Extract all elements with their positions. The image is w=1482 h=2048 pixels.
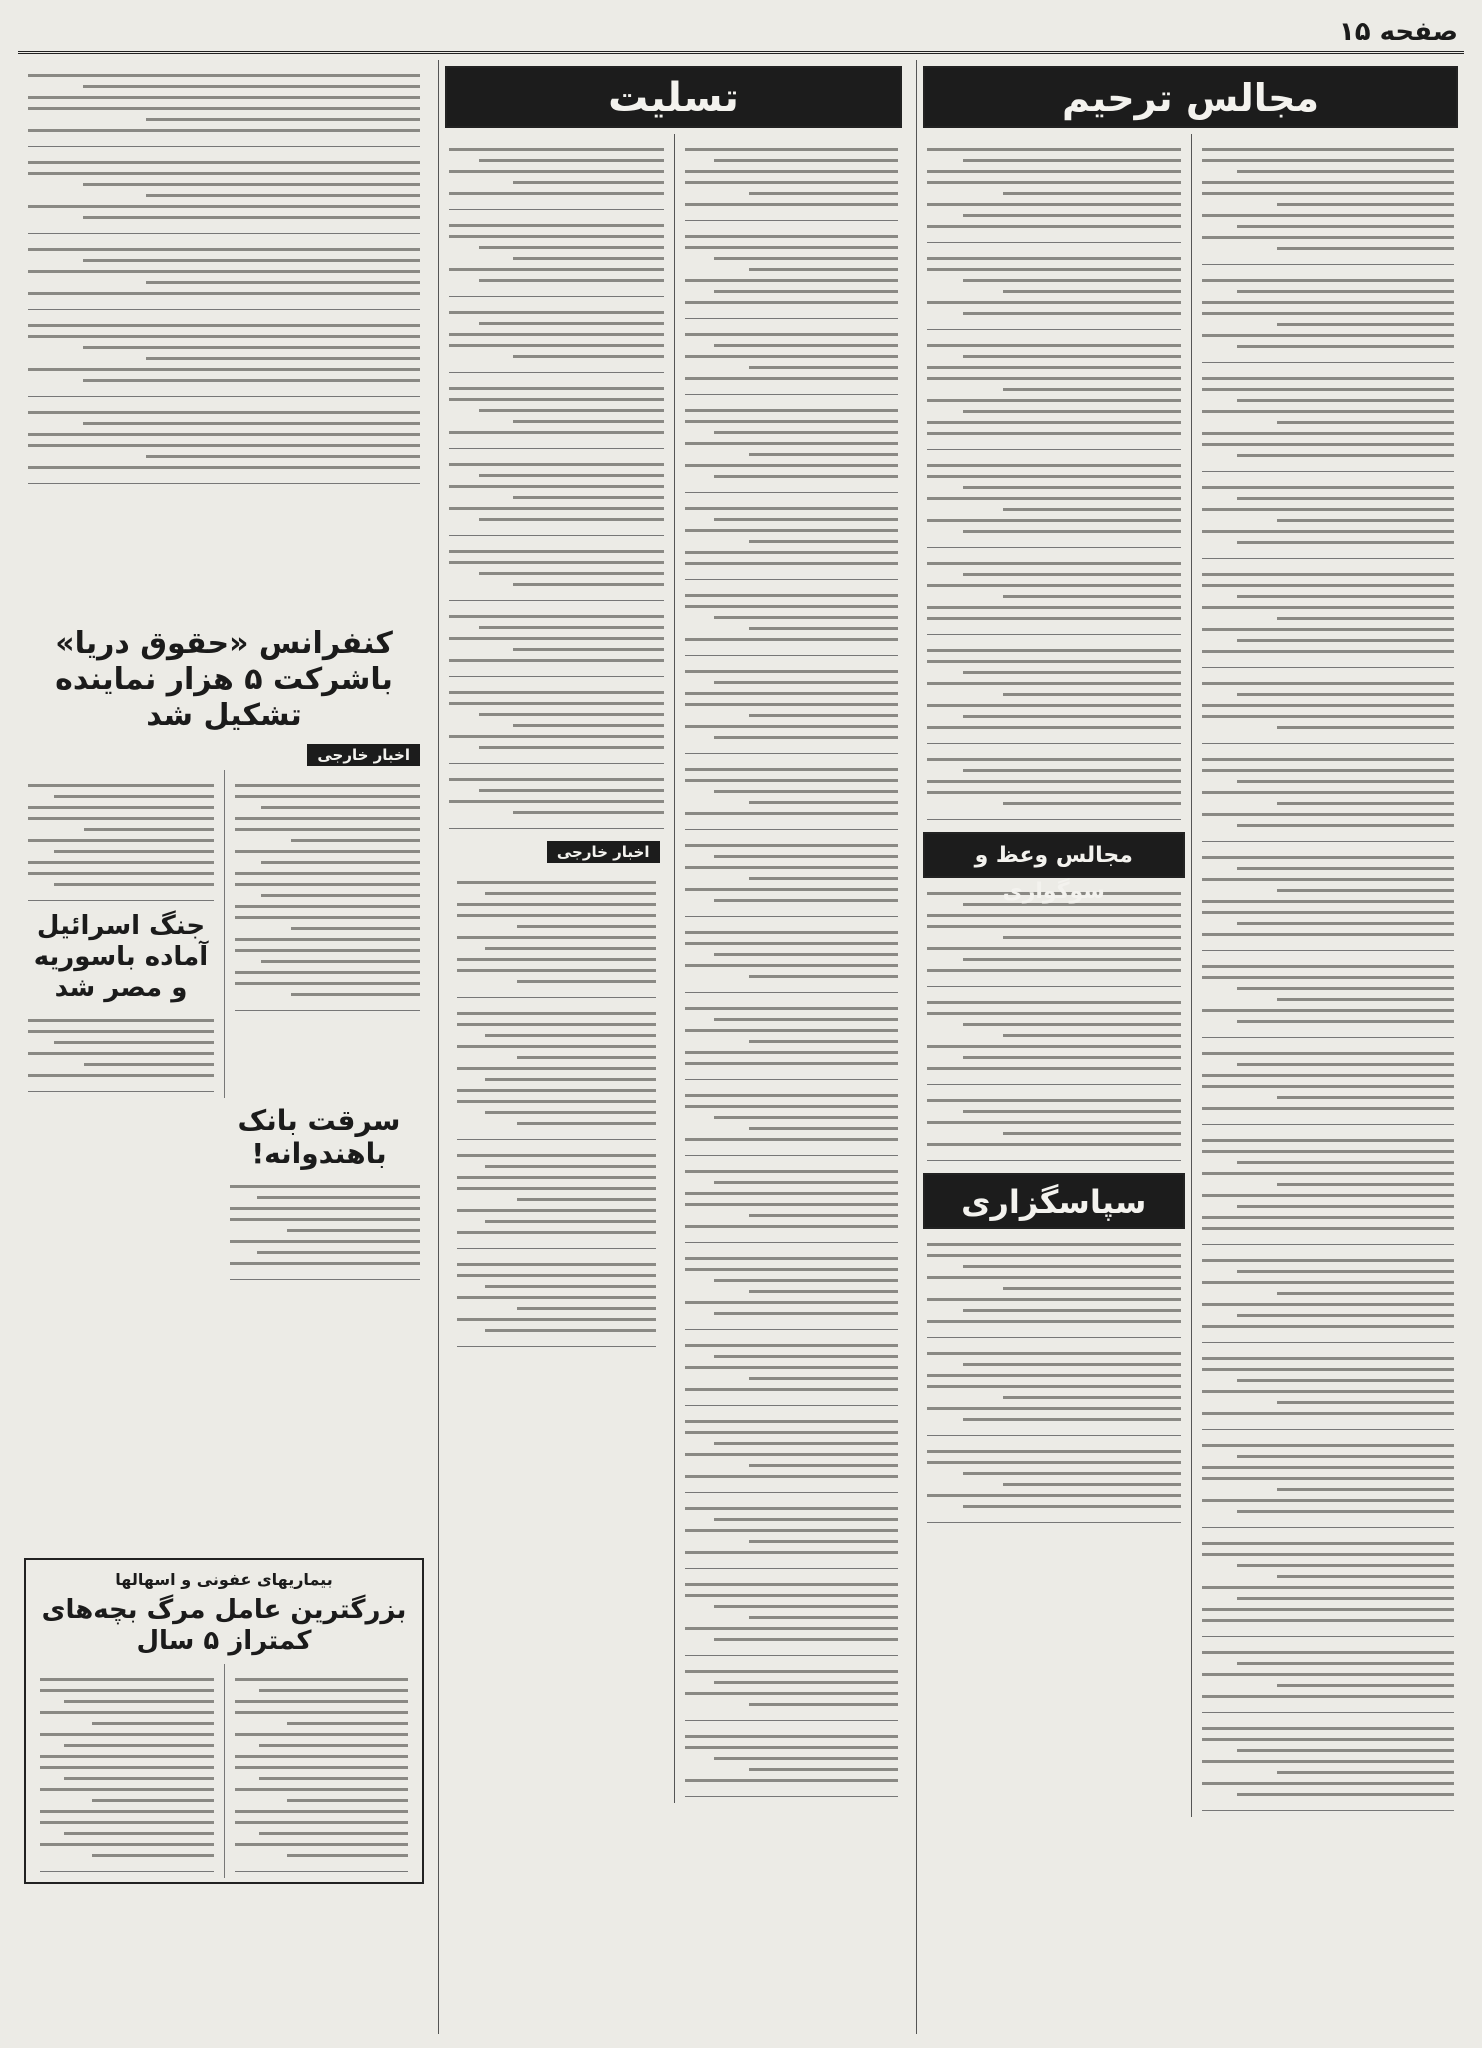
- notice-block: [1202, 1719, 1455, 1811]
- left-notices: [18, 66, 430, 620]
- masthead: [18, 14, 1464, 54]
- disease-body: [30, 1664, 418, 1878]
- notice-block: [1202, 1534, 1455, 1637]
- column-taslit: [438, 60, 908, 2034]
- khabar-khareji-box-1: [447, 837, 666, 1347]
- notice-block: [685, 760, 899, 830]
- news-item: [457, 873, 656, 998]
- notice-block: [685, 1575, 899, 1656]
- conference-headline: کنفرانس «حقوق دریا» باشرکت ۵ هزار نماینده تشکیل شد: [55, 626, 393, 733]
- notice-block: [449, 607, 664, 677]
- notice-block: [1202, 140, 1455, 265]
- notice-block: [1202, 750, 1455, 842]
- notice-block: [449, 379, 664, 449]
- bank-headline: سرقت بانک باهندوانه!: [237, 1103, 401, 1171]
- notice-block: [685, 1086, 899, 1156]
- news-item: [457, 1146, 656, 1249]
- notice-block: [449, 683, 664, 764]
- notice-block: [927, 140, 1181, 243]
- notice-block: [685, 227, 899, 319]
- news-item: [457, 1004, 656, 1140]
- section-banner-sepas: سپاسگزاری: [923, 1173, 1185, 1229]
- notice-block: [1202, 1643, 1455, 1713]
- newspaper-page: [18, 14, 1464, 2034]
- tarhim-subcolumn-right: [1191, 134, 1465, 1817]
- notice-block: [927, 1091, 1181, 1161]
- notice-block: [1202, 848, 1455, 951]
- news-text: [28, 1011, 214, 1092]
- notice-block: [927, 336, 1181, 450]
- notice-block: [685, 662, 899, 754]
- notice-block: [927, 1344, 1181, 1436]
- notice-block: [1202, 1131, 1455, 1245]
- notice-block: [685, 1499, 899, 1569]
- khabar-khareji-label-1: اخبار خارجی: [547, 841, 660, 863]
- notice-block: [685, 1662, 899, 1721]
- conference-body-right: [224, 770, 430, 1098]
- disease-body-left: [30, 1664, 224, 1878]
- column-news: [18, 60, 430, 2034]
- notice-block: [1202, 1349, 1455, 1430]
- notice-block: [449, 303, 664, 373]
- page-number: صفحه ۱۵: [1338, 17, 1458, 47]
- news-text: [235, 776, 420, 1011]
- notice-block: [927, 750, 1181, 820]
- notice-block: [1202, 674, 1455, 744]
- notice-block: [927, 1442, 1181, 1523]
- notice-block: [1202, 271, 1455, 363]
- notice-block: [685, 923, 899, 993]
- notice-block: [28, 153, 420, 234]
- notice-block: [685, 1727, 899, 1797]
- notice-block: [28, 240, 420, 310]
- news-text: [235, 1670, 408, 1872]
- notice-block: [927, 993, 1181, 1085]
- notice-block: [1202, 1251, 1455, 1343]
- conference-story: [18, 626, 430, 1280]
- notice-block: [28, 66, 420, 147]
- notice-block: [28, 316, 420, 397]
- khabar-khareji-label-2: اخبار خارجی: [307, 744, 420, 766]
- disease-story: [24, 1558, 424, 1884]
- notice-block: [1202, 1044, 1455, 1125]
- column-tarhim: [916, 60, 1464, 2034]
- taslit-subcolumns: [439, 134, 908, 1803]
- notice-block: [449, 455, 664, 536]
- section-banner-tarhim: مجالس ترحیم: [923, 66, 1458, 128]
- news-text: [40, 1670, 214, 1872]
- news-text: [230, 1177, 420, 1280]
- notice-block: [685, 1336, 899, 1406]
- notice-block: [927, 249, 1181, 330]
- tarhim-subcolumns: [917, 134, 1464, 1817]
- notice-block: [685, 140, 899, 221]
- notice-block: [1202, 478, 1455, 559]
- notice-block: [927, 456, 1181, 548]
- disease-body-right: [224, 1664, 418, 1878]
- notice-block: [685, 1412, 899, 1493]
- notice-block: [449, 770, 664, 829]
- notice-block: [1202, 369, 1455, 472]
- notice-block: [685, 586, 899, 656]
- notice-block: [685, 325, 899, 395]
- conference-body-left: [18, 770, 224, 1098]
- news-text: [28, 776, 214, 901]
- news-item: [457, 1255, 656, 1347]
- notice-block: [1202, 565, 1455, 668]
- notice-block: [28, 403, 420, 484]
- notice-block: [1202, 1436, 1455, 1528]
- notice-block: [449, 542, 664, 601]
- notice-block: [1202, 957, 1455, 1038]
- section-banner-taslit: تسلیت: [445, 66, 902, 128]
- notice-block: [685, 1249, 899, 1330]
- notice-block: [685, 1162, 899, 1243]
- notice-block: [927, 641, 1181, 744]
- notice-block: [449, 216, 664, 297]
- taslit-subcolumn-left: [439, 134, 674, 1803]
- tarhim-subcolumn-left: [917, 134, 1191, 1817]
- notice-block: [685, 836, 899, 917]
- notice-block: [685, 499, 899, 580]
- notice-block: [927, 1235, 1181, 1338]
- disease-kicker: بیماریهای عفونی و اسهالها: [115, 1570, 333, 1589]
- conference-body: [18, 770, 430, 1098]
- notice-block: [449, 140, 664, 210]
- disease-headline: بزرگترین عامل مرگ بچه‌های کمتراز ۵ سال: [41, 1595, 407, 1657]
- notice-block: [685, 401, 899, 493]
- israel-headline: جنگ اسرائیل آماده باسوریه و مصر شد: [33, 911, 209, 1004]
- section-banner-vaz: مجالس وعظ و سوگواری: [923, 832, 1185, 878]
- taslit-subcolumn-right: [674, 134, 909, 1803]
- notice-block: [927, 554, 1181, 635]
- notice-block: [685, 999, 899, 1080]
